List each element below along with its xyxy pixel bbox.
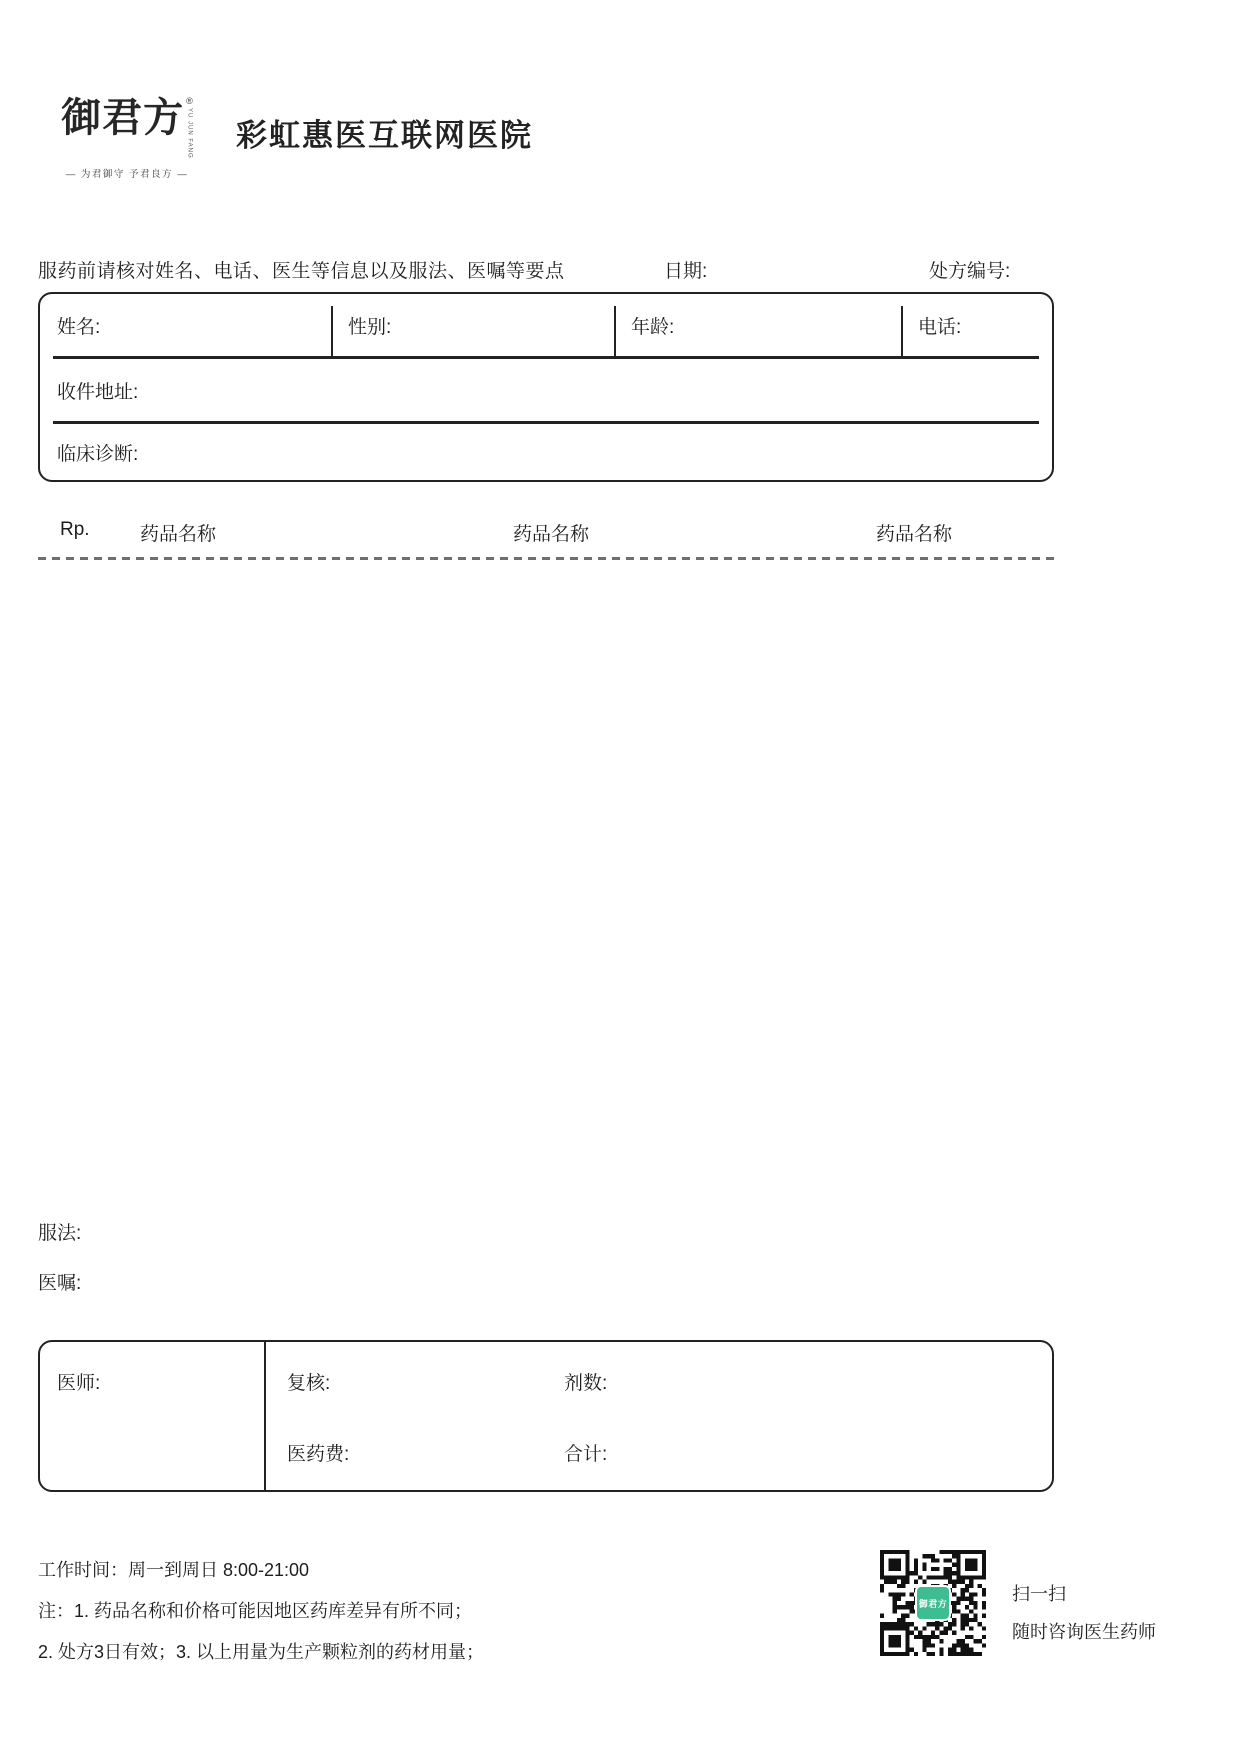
fee-field-label: 医药费:: [287, 1444, 350, 1465]
review-dose-row: [266, 1368, 1052, 1395]
signature-box-right: [266, 1342, 1052, 1490]
logo-text: 御君方: [61, 94, 185, 141]
date-field-label: 日期:: [664, 261, 708, 282]
note-line-2: 2. 处方3日有效；3. 以上用量为生产颗粒剂的药材用量；: [38, 1642, 485, 1662]
qr-center-logo-text: 御君方: [918, 1598, 948, 1609]
drug-name-column-header: 药品名称: [513, 524, 590, 545]
registered-mark-icon: ®: [186, 96, 193, 106]
yujunfang-logo: [58, 96, 196, 180]
review-field-label: 复核:: [287, 1373, 331, 1394]
age-field-label: 年龄:: [631, 316, 675, 338]
rp-label: Rp.: [60, 519, 90, 540]
logo-lockup: [58, 96, 196, 159]
dose-count-field: [543, 1368, 607, 1395]
check-hint-text: 服药前请核对姓名、电话、医生等信息以及服法、医嘱等要点: [38, 261, 565, 282]
review-field: [266, 1368, 543, 1395]
total-field: [543, 1439, 607, 1466]
dashed-separator: [38, 557, 1054, 560]
patient-row-basic: [40, 294, 1052, 356]
drug-name-column-header: 药品名称: [876, 524, 953, 545]
fee-total-row: [266, 1439, 1052, 1466]
usage-field-label: 服法:: [38, 1223, 82, 1244]
diagnosis-field-label: 临床诊断:: [57, 443, 139, 465]
dose-count-field-label: 剂数:: [564, 1373, 608, 1394]
logo-side-mark: [186, 96, 193, 159]
gender-field: [331, 294, 614, 356]
rp-header-row: [38, 519, 1054, 543]
address-field: [40, 359, 1052, 421]
note-line-1: 注：1. 药品名称和价格可能因地区药库差异有所不同；: [38, 1601, 473, 1621]
advice-field-label: 医嘱:: [38, 1273, 82, 1294]
name-field-label: 姓名:: [57, 316, 101, 338]
address-field-label: 收件地址:: [57, 381, 139, 403]
rx-number-field-label: 处方编号:: [929, 261, 1011, 282]
qr-center-logo: [915, 1585, 951, 1621]
doctor-field-label: 医师:: [57, 1373, 101, 1394]
logo-tagline: — 为君御守 予君良方 —: [65, 168, 189, 180]
doctor-field: [40, 1342, 266, 1490]
drug-name-column-header: 药品名称: [140, 524, 217, 545]
qr-code: [880, 1550, 986, 1656]
phone-field-label: 电话:: [918, 316, 962, 338]
scan-hint-title: 扫一扫: [1012, 1584, 1066, 1604]
work-hours-text: 工作时间：周一到周日 8:00-21:00: [38, 1560, 310, 1580]
name-field: [40, 294, 331, 356]
age-field: [614, 294, 901, 356]
signature-box: [38, 1340, 1054, 1492]
hospital-title: 彩虹惠医互联网医院: [236, 118, 533, 153]
diagnosis-field: [40, 424, 1052, 480]
fee-field: [266, 1439, 543, 1466]
meta-row: [0, 256, 1240, 282]
patient-info-box: [38, 292, 1054, 482]
logo-pinyin-vertical: YU JUN FANG: [186, 108, 193, 159]
phone-field: [901, 294, 1052, 356]
total-field-label: 合计:: [564, 1444, 608, 1465]
gender-field-label: 性别:: [348, 316, 392, 338]
scan-hint-subtitle: 随时咨询医生药师: [1012, 1622, 1156, 1642]
